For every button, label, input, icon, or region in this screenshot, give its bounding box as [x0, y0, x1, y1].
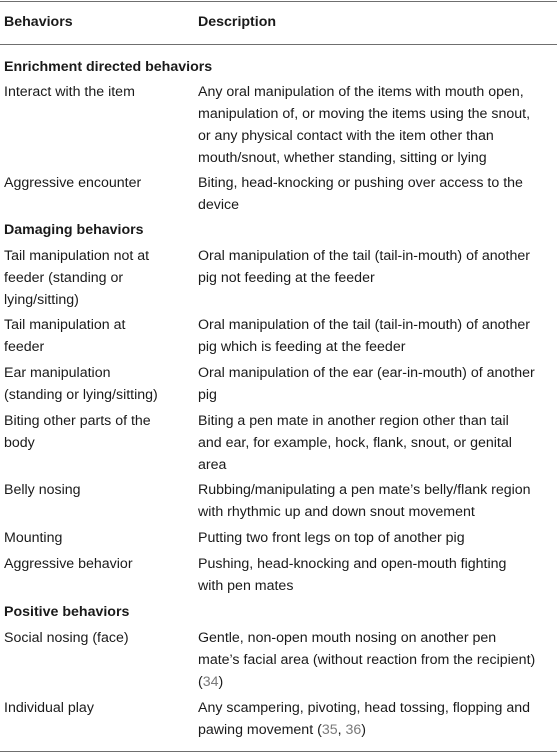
behavior-cell: Aggressive encounter [4, 175, 142, 191]
description-line: Any oral manipulation of the items with mouth open, [198, 84, 524, 100]
description-line: pig [198, 387, 217, 403]
description-line: manipulation of, or moving the items using the snout, [198, 106, 531, 122]
description-line: Any scampering, pivoting, head tossing, flopping and [198, 700, 531, 716]
citation-separator: , [337, 722, 346, 738]
description-line: Putting two front legs on top of another pig [198, 530, 465, 546]
description-line: pig which is feeding at the feeder [198, 339, 406, 355]
description-line: Biting a pen mate in another region other than tail [198, 413, 509, 429]
section-title: Damaging behaviors [4, 222, 144, 238]
table-bottom-rule [0, 751, 557, 752]
behavior-cell: feeder [4, 339, 45, 355]
section-title: Enrichment directed behaviors [4, 59, 213, 75]
citation-close: ) [218, 674, 224, 690]
behavior-cell: Mounting [4, 530, 63, 546]
behavior-cell: Social nosing (face) [4, 630, 129, 646]
citation-open: ( [198, 674, 203, 690]
behavior-cell: lying/sitting) [4, 292, 79, 308]
behavior-cell: Aggressive behavior [4, 556, 133, 572]
header-behaviors: Behaviors [4, 14, 73, 30]
citation-open: pawing movement ( [198, 722, 322, 738]
description-line: Oral manipulation of the ear (ear-in-mouth) of another [198, 365, 535, 381]
description-line: Pushing, head-knocking and open-mouth fighting [198, 556, 507, 572]
behavior-cell: Interact with the item [4, 84, 135, 100]
table-top-rule [0, 1, 557, 2]
description-line: Gentle, non-open mouth nosing on another pen [198, 630, 497, 646]
behavior-cell: Ear manipulation [4, 365, 111, 381]
description-line: and ear, for example, hock, flank, snout, or genital [198, 435, 512, 451]
behavior-cell: Biting other parts of the [4, 413, 151, 429]
description-line: Oral manipulation of the tail (tail-in-mouth) of another [198, 317, 530, 333]
behavior-cell: Belly nosing [4, 482, 81, 498]
behavior-cell: Tail manipulation not at [4, 248, 150, 264]
description-line: pig not feeding at the feeder [198, 270, 375, 286]
citation-link[interactable]: 35 [321, 722, 338, 738]
description-line: device [198, 197, 240, 213]
behavior-cell: (standing or lying/sitting) [4, 387, 158, 403]
description-line: with pen mates [198, 578, 294, 594]
description-line: Biting, head-knocking or pushing over access to the [198, 175, 523, 191]
description-line: area [198, 457, 227, 473]
description-line: Oral manipulation of the tail (tail-in-mouth) of another [198, 248, 530, 264]
citation-link[interactable]: 36 [345, 722, 362, 738]
header-description: Description [198, 14, 277, 30]
description-line: Rubbing/manipulating a pen mate’s belly/flank region [198, 482, 531, 498]
behavior-cell: body [4, 435, 35, 451]
description-line: mate’s facial area (without reaction from the recipient) [198, 652, 536, 668]
description-line [198, 671, 223, 693]
behavior-cell: Tail manipulation at [4, 317, 126, 333]
citation-close: ) [361, 722, 366, 738]
description-line: or any physical contact with the item other than [198, 128, 494, 144]
header-rule [0, 44, 557, 45]
description-line: with rhythmic up and down snout movement [198, 504, 475, 520]
description-line: mouth/snout, whether standing, sitting or lying [198, 150, 487, 166]
citation-link[interactable]: 34 [202, 674, 219, 690]
section-title: Positive behaviors [4, 604, 130, 620]
description-line [198, 719, 366, 741]
behavior-cell: feeder (standing or [4, 270, 124, 286]
behavior-cell: Individual play [4, 700, 94, 716]
